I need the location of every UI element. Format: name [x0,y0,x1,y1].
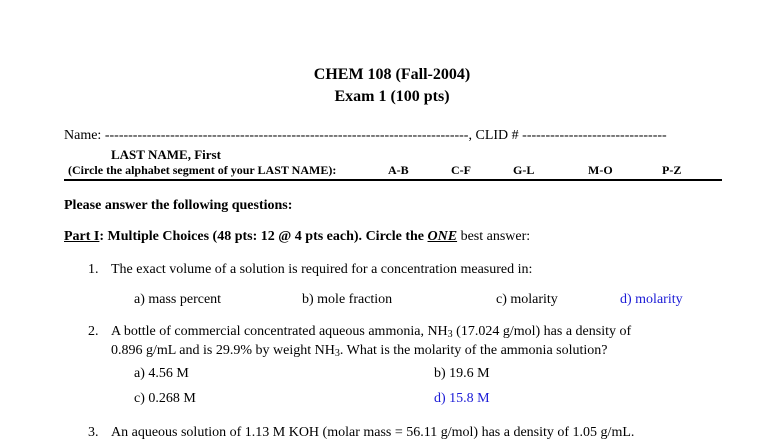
q2-option-a: a) 4.56 M [134,366,189,381]
name-blank: ------------------------------------------------------------------------------, [104,128,472,143]
q2-line2-b: . What is the molarity of the ammonia solution? [339,343,608,358]
part1-one: ONE [427,229,458,244]
q2-number: 2. [88,324,99,339]
q2-line2-sub: 3 [334,348,340,359]
q2-line1-a: A bottle of commercial concentrated aqueous ammonia, NH [111,324,448,339]
q2-line2-a: 0.896 g/mL and is 29.9% by weight NH [111,343,335,358]
q3-text: An aqueous solution of 1.13 M KOH (molar mass = 56.11 g/mol) has a density of 1.05 g/mL. [111,425,635,440]
q1-number: 1. [88,262,99,277]
instructions: Please answer the following questions: [64,198,293,213]
q1-option-b: b) mole fraction [302,292,393,307]
q1-option-c: c) molarity [496,292,558,307]
q3-number: 3. [88,425,99,440]
course-title: CHEM 108 (Fall-2004) [313,66,471,83]
q2-line1-b: (17.024 g/mol) has a density of [452,324,632,339]
q2-option-b: b) 19.6 M [434,366,490,381]
circle-instruction: (Circle the alphabet segment of your LAST NAME): [68,163,337,177]
q1-option-a: a) mass percent [134,292,222,307]
part1-heading [64,229,530,245]
name-label: Name: [64,128,102,143]
clid-label: CLID # [475,128,519,143]
q2-line1 [111,324,631,340]
q2-option-c: c) 0.268 M [134,391,196,406]
q2-line1-sub: 3 [447,329,453,340]
segment-a-b: A-B [388,163,409,177]
last-name-caption: LAST NAME, First [111,147,221,162]
part1-best: best answer: [460,229,531,244]
part1-circle-text: Circle the [365,229,425,244]
q2-line2 [111,343,608,359]
q1-option-d: d) molarity [620,292,683,307]
segment-g-l: G-L [513,163,535,177]
part1-label: Part I [64,229,100,244]
part1-heading-text: : Multiple Choices (48 pts: 12 @ 4 pts each). [99,229,363,244]
q1-text: The exact volume of a solution is required for a concentration measured in: [111,262,533,277]
clid-blank: ------------------------------- [522,128,667,143]
exam-title: Exam 1 (100 pts) [334,88,450,105]
header-divider [64,179,722,181]
q2-option-d: d) 15.8 M [434,391,490,406]
segment-p-z: P-Z [662,163,682,177]
segment-m-o: M-O [588,163,613,177]
name-line [64,128,667,144]
segment-c-f: C-F [451,163,471,177]
